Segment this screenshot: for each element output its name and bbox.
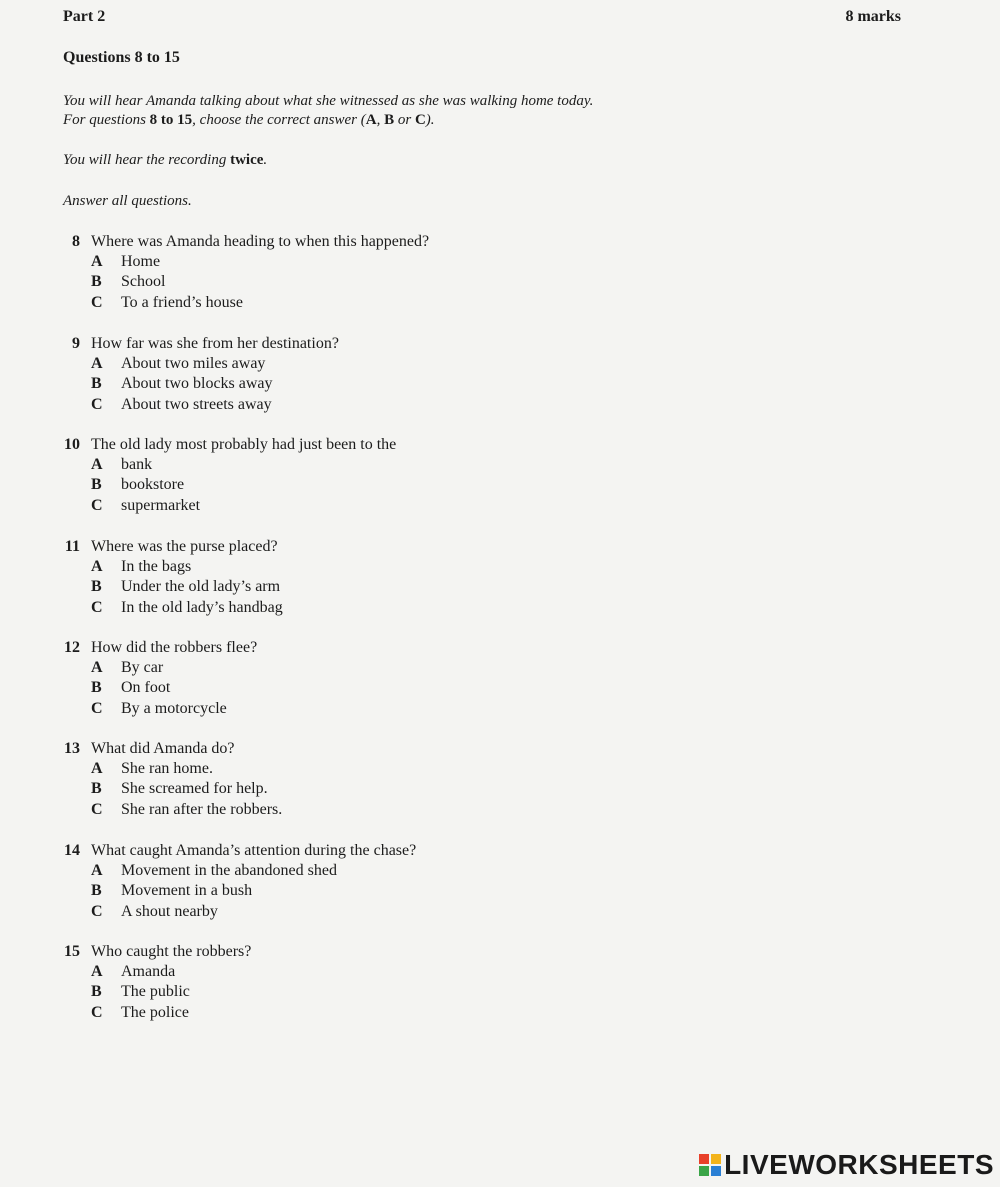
recording-instruction: You will hear the recording twice. xyxy=(63,152,268,168)
answer-option-b[interactable] xyxy=(0,475,700,495)
option-letter: B xyxy=(91,578,102,596)
answer-option-b[interactable] xyxy=(0,678,700,698)
question-text: The old lady most probably had just been to the xyxy=(91,436,397,453)
question-number: 11 xyxy=(64,538,80,555)
option-letter: B xyxy=(91,476,102,494)
option-letter: A xyxy=(91,253,103,270)
answer-option-a[interactable] xyxy=(0,759,700,779)
option-letter: B xyxy=(91,882,102,900)
option-letter: C xyxy=(91,699,103,717)
answer-option-c[interactable] xyxy=(0,902,700,922)
question-8 xyxy=(0,232,700,313)
liveworksheets-logo-icon xyxy=(699,1154,721,1176)
answer-option-b[interactable] xyxy=(0,881,700,901)
question-text: What did Amanda do? xyxy=(91,740,235,757)
question-12 xyxy=(0,638,700,719)
marks-label: 8 marks xyxy=(845,8,901,25)
option-text: Movement in the abandoned shed xyxy=(121,862,337,879)
instruction-line-1: You will hear Amanda talking about what she witnessed as she was walking home today. xyxy=(63,93,594,109)
answer-option-b[interactable] xyxy=(0,272,700,292)
option-text: She screamed for help. xyxy=(121,780,268,798)
option-letter: A xyxy=(91,558,103,575)
answer-option-c[interactable] xyxy=(0,800,700,820)
question-line xyxy=(0,739,700,759)
answer-option-b[interactable] xyxy=(0,577,700,597)
question-line xyxy=(0,334,700,354)
answer-option-c[interactable] xyxy=(0,1003,700,1023)
answer-all-instruction: Answer all questions. xyxy=(63,193,192,209)
answer-option-b[interactable] xyxy=(0,982,700,1002)
question-line xyxy=(0,638,700,658)
instructions xyxy=(63,92,593,130)
question-11 xyxy=(0,537,700,618)
question-9 xyxy=(0,334,700,415)
answer-option-b[interactable] xyxy=(0,779,700,799)
option-text: Under the old lady’s arm xyxy=(121,578,281,596)
question-text: Where was Amanda heading to when this happened? xyxy=(91,233,430,250)
answer-option-a[interactable] xyxy=(0,455,700,475)
question-text: Where was the purse placed? xyxy=(91,538,278,555)
question-13 xyxy=(0,739,700,820)
option-letter: C xyxy=(91,800,103,818)
liveworksheets-watermark xyxy=(699,1149,994,1181)
question-line xyxy=(0,841,700,861)
option-text: She ran home. xyxy=(121,760,213,777)
question-number: 10 xyxy=(64,436,80,453)
question-15 xyxy=(0,942,700,1023)
option-text: The police xyxy=(121,1003,189,1021)
option-letter: C xyxy=(91,598,103,616)
question-text: How far was she from her destination? xyxy=(91,335,339,352)
option-text: In the bags xyxy=(121,558,192,575)
option-text: By car xyxy=(121,659,164,676)
option-text: The public xyxy=(121,983,190,1001)
option-text: A shout nearby xyxy=(121,902,218,920)
answer-option-c[interactable] xyxy=(0,496,700,516)
option-text: Movement in a bush xyxy=(121,882,253,900)
option-text: bank xyxy=(121,456,153,473)
option-letter: C xyxy=(91,293,103,311)
question-number: 14 xyxy=(64,842,80,859)
option-text: supermarket xyxy=(121,496,201,514)
option-letter: B xyxy=(91,679,102,697)
answer-option-c[interactable] xyxy=(0,293,700,313)
question-text: How did the robbers flee? xyxy=(91,639,258,656)
section-title: Questions 8 to 15 xyxy=(63,49,180,66)
question-number: 15 xyxy=(64,943,80,960)
option-text: To a friend’s house xyxy=(121,293,243,311)
option-letter: C xyxy=(91,902,103,920)
option-letter: B xyxy=(91,273,102,291)
question-number: 13 xyxy=(64,740,80,757)
option-letter: C xyxy=(91,1003,103,1021)
question-10 xyxy=(0,435,700,516)
option-text: By a motorcycle xyxy=(121,699,227,717)
option-text: About two streets away xyxy=(121,395,272,413)
question-line xyxy=(0,942,700,962)
option-text: Amanda xyxy=(121,963,176,980)
option-letter: C xyxy=(91,496,103,514)
option-letter: A xyxy=(91,355,103,372)
option-text: About two miles away xyxy=(121,355,266,372)
answer-option-a[interactable] xyxy=(0,252,700,272)
answer-option-a[interactable] xyxy=(0,658,700,678)
option-letter: A xyxy=(91,659,103,676)
question-text: What caught Amanda’s attention during the chase? xyxy=(91,842,417,859)
option-text: School xyxy=(121,273,166,291)
answer-option-b[interactable] xyxy=(0,374,700,394)
question-line xyxy=(0,435,700,455)
option-letter: B xyxy=(91,780,102,798)
question-number: 12 xyxy=(64,639,80,656)
answer-option-c[interactable] xyxy=(0,395,700,415)
watermark-text: LIVEWORKSHEETS xyxy=(724,1149,994,1180)
option-letter: A xyxy=(91,963,103,980)
option-text: bookstore xyxy=(121,476,185,494)
answer-option-a[interactable] xyxy=(0,557,700,577)
option-text: On foot xyxy=(121,679,171,697)
option-letter: A xyxy=(91,760,103,777)
option-letter: B xyxy=(91,375,102,393)
answer-option-c[interactable] xyxy=(0,699,700,719)
answer-option-c[interactable] xyxy=(0,598,700,618)
question-line xyxy=(0,232,700,252)
option-letter: A xyxy=(91,456,103,473)
question-number: 9 xyxy=(72,335,80,352)
answer-option-a[interactable] xyxy=(0,354,700,374)
option-letter: B xyxy=(91,983,102,1001)
option-text: In the old lady’s handbag xyxy=(121,598,283,616)
question-line xyxy=(0,537,700,557)
option-text: Home xyxy=(121,253,161,270)
question-number: 8 xyxy=(72,233,80,250)
option-text: About two blocks away xyxy=(121,375,273,393)
question-14 xyxy=(0,841,700,922)
question-text: Who caught the robbers? xyxy=(91,943,252,960)
option-text: She ran after the robbers. xyxy=(121,800,283,818)
instruction-line-2: For questions 8 to 15, choose the correct answer (A, B or C). xyxy=(63,112,435,128)
answer-option-a[interactable] xyxy=(0,962,700,982)
part-label: Part 2 xyxy=(63,8,106,25)
option-letter: A xyxy=(91,862,103,879)
answer-option-a[interactable] xyxy=(0,861,700,881)
option-letter: C xyxy=(91,395,103,413)
